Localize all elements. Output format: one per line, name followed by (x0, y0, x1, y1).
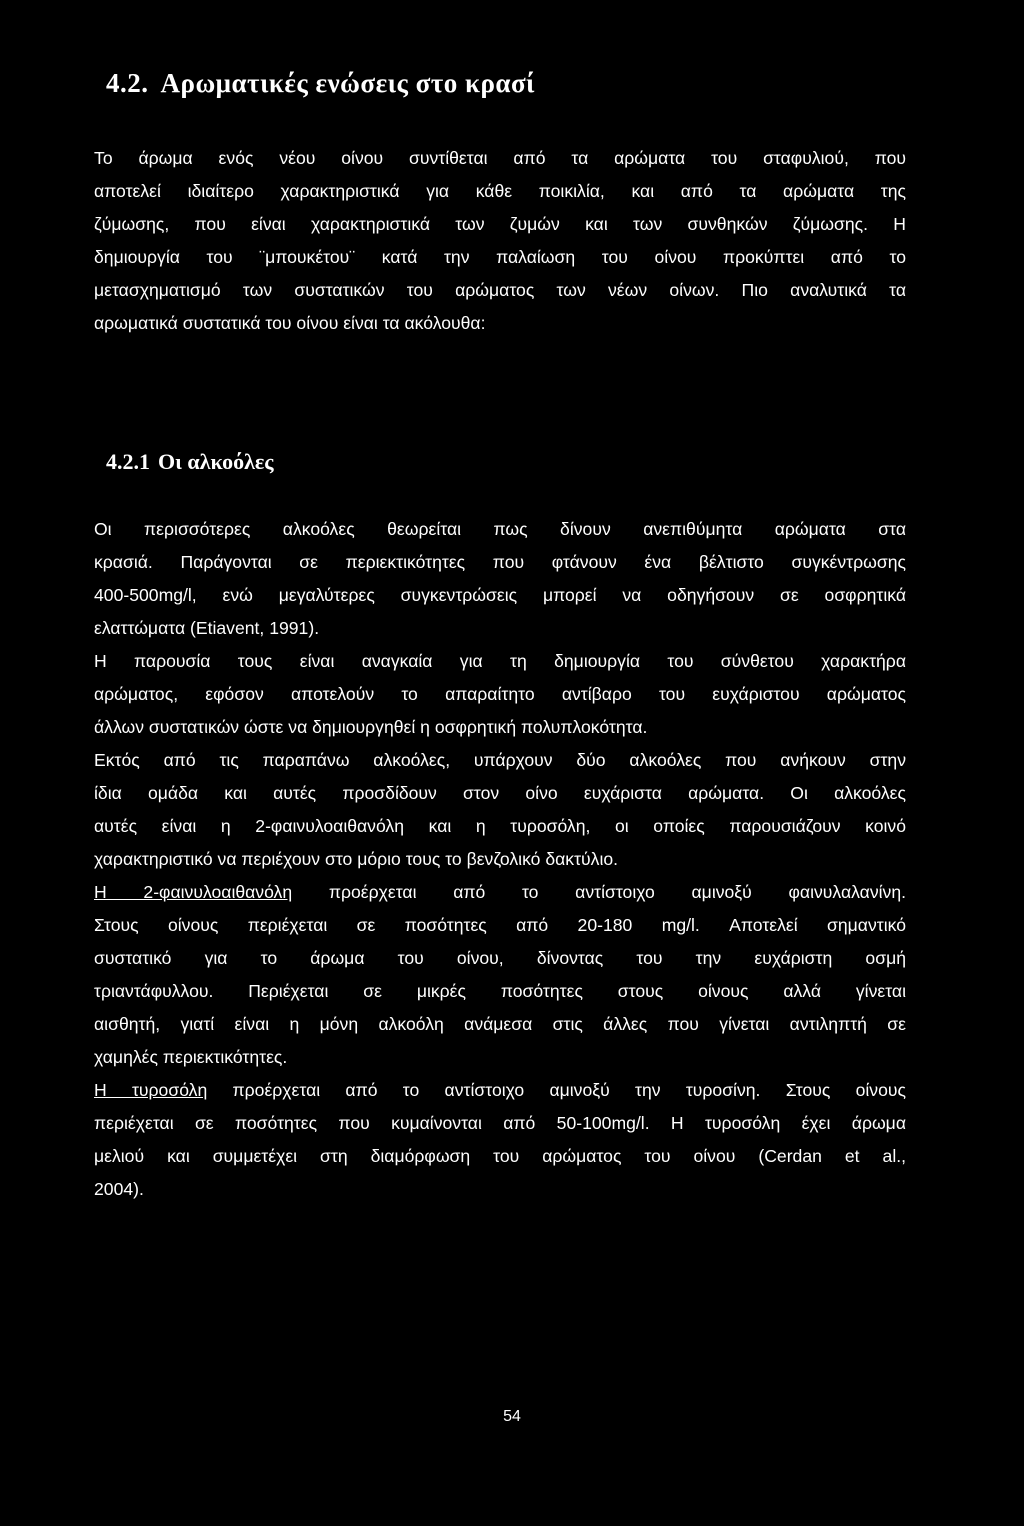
intro-paragraph (94, 142, 906, 340)
page-number: 54 (503, 1408, 521, 1425)
body-line (94, 1173, 906, 1206)
body-line-text: Η παρουσία τους είναι αναγκαία για τη δημιουργία του σύνθετου χαρακτήρα (94, 651, 906, 671)
body-line (94, 909, 906, 942)
body-line-text: ελαττώματα (Etiavent, 1991). (94, 618, 320, 638)
body-line-text: Εκτός από τις παραπάνω αλκοόλες, υπάρχουν δύο αλκοόλες που ανήκουν στην (94, 750, 906, 770)
underlined-term: Η 2-φαινυλοαιθανόλη (94, 882, 293, 902)
intro-line: αρωματικά συστατικά του οίνου είναι τα ακόλουθα: (94, 313, 486, 333)
body-line (94, 810, 906, 843)
intro-line: ζύμωσης, που είναι χαρακτηριστικά των ζυμών και των συνθηκών ζύμωσης. Η (94, 214, 906, 234)
body-line-text: προέρχεται από το αντίστοιχο αμινοξύ την τυροσίνη. Στους οίνους (207, 1080, 906, 1100)
subsection-number: 4.2.1 (106, 449, 150, 474)
body-line-text: αρώματος, εφόσον αποτελούν το απαραίτητο αντίβαρο του ευχάριστου αρώματος (94, 684, 906, 704)
intro-line: Το άρωμα ενός νέου οίνου συντίθεται από τα αρώματα του σταφυλιού, που (94, 148, 906, 168)
body-line-text: Οι περισσότερες αλκοόλες θεωρείται πως δίνουν ανεπιθύμητα αρώματα στα (94, 519, 906, 539)
section-heading (106, 68, 535, 99)
body-line (94, 711, 906, 744)
body-line (94, 1074, 906, 1107)
body-line (94, 942, 906, 975)
body-line (94, 546, 906, 579)
body-line-text: άλλων συστατικών ώστε να δημιουργηθεί η οσφρητική πολυπλοκότητα. (94, 717, 648, 737)
body-line (94, 777, 906, 810)
body-line (94, 975, 906, 1008)
intro-line: αποτελεί ιδιαίτερο χαρακτηριστικά για κάθε ποικιλία, και από τα αρώματα της (94, 181, 906, 201)
body-line-text: Στους οίνους περιέχεται σε ποσότητες από 20-180 mg/l. Αποτελεί σημαντικό (94, 915, 906, 935)
body-line-text: χαμηλές περιεκτικότητες. (94, 1047, 288, 1067)
subsection-heading (106, 449, 274, 475)
body-line (94, 1041, 906, 1074)
body-line-text: αισθητή, γιατί είναι η μόνη αλκοόλη ανάμεσα στις άλλες που γίνεται αντιληπτή σε (94, 1014, 906, 1034)
alcohols-body-text (94, 513, 906, 1206)
body-line (94, 612, 906, 645)
body-line (94, 579, 906, 612)
body-line-text: ίδια ομάδα και αυτές προσδίδουν στον οίνο ευχάριστα αρώματα. Οι αλκοόλες (94, 783, 906, 803)
body-line-text: τριαντάφυλλου. Περιέχεται σε μικρές ποσότητες στους οίνους αλλά γίνεται (94, 981, 906, 1001)
body-line (94, 645, 906, 678)
body-line (94, 1140, 906, 1173)
body-line (94, 1107, 906, 1140)
body-line (94, 843, 906, 876)
body-line-text: 400-500mg/l, ενώ μεγαλύτερες συγκεντρώσεις μπορεί να οδηγήσουν σε οσφρητικά (94, 585, 906, 605)
section-title: Αρωματικές ενώσεις στο κρασί (160, 68, 536, 98)
body-line-text: κρασιά. Παράγονται σε περιεκτικότητες που φτάνουν ένα βέλτιστο συγκέντρωσης (94, 552, 906, 572)
body-line (94, 744, 906, 777)
body-line-text: αυτές είναι η 2-φαινυλοαιθανόλη και η τυροσόλη, οι οποίες παρουσιάζουν κοινό (94, 816, 906, 836)
body-line-text: συστατικό για το άρωμα του οίνου, δίνοντας του την ευχάριστη οσμή (94, 948, 906, 968)
body-line (94, 678, 906, 711)
body-line (94, 876, 906, 909)
underlined-term: Η τυροσόλη (94, 1080, 208, 1100)
body-line-text: 2004). (94, 1179, 144, 1199)
body-line-text: προέρχεται από το αντίστοιχο αμινοξύ φαινυλαλανίνη. (292, 882, 906, 902)
body-line (94, 513, 906, 546)
intro-line: μετασχηματισμό των συστατικών του αρώματος των νέων οίνων. Πιο αναλυτικά τα (94, 280, 906, 300)
body-line-text: χαρακτηριστικό να περιέχουν στο μόριο τους το βενζολικό δακτύλιο. (94, 849, 619, 869)
body-line-text: μελιού και συμμετέχει στη διαμόρφωση του αρώματος του οίνου (Cerdan et al., (94, 1146, 906, 1166)
intro-line: δημιουργία του ¨μπουκέτου¨ κατά την παλαίωση του οίνου προκύπτει από το (94, 247, 906, 267)
body-line (94, 1008, 906, 1041)
section-number: 4.2. (106, 68, 149, 98)
body-line-text: περιέχεται σε ποσότητες που κυμαίνονται από 50-100mg/l. Η τυροσόλη έχει άρωμα (94, 1113, 906, 1133)
subsection-title: Οι αλκοόλες (158, 449, 274, 474)
